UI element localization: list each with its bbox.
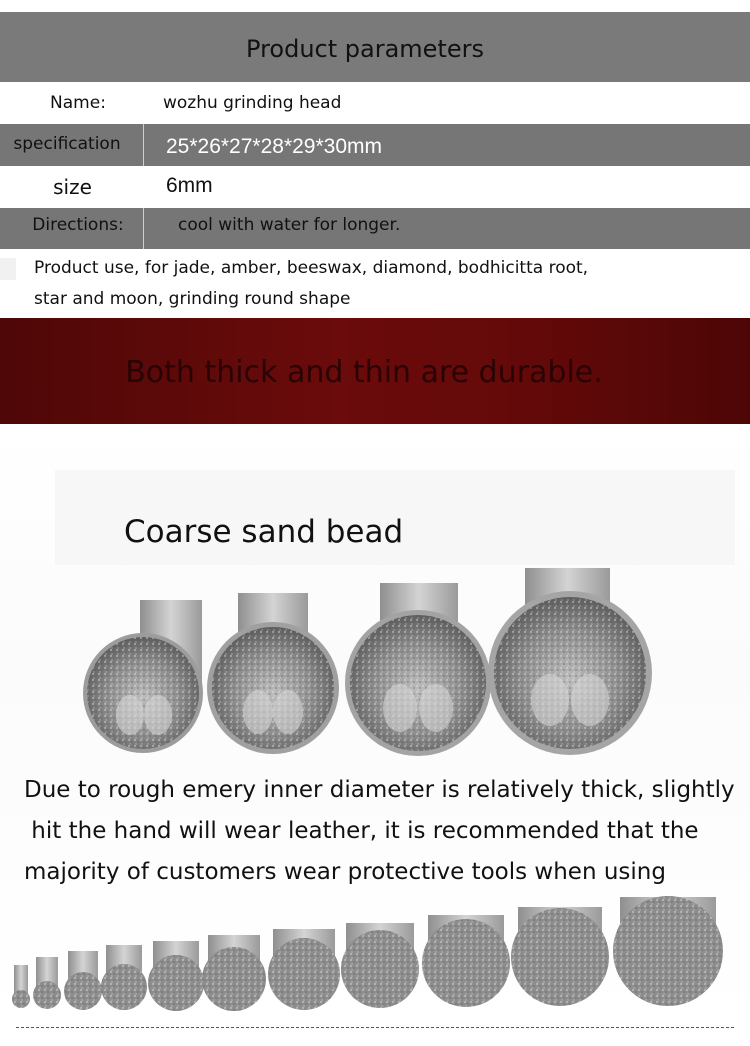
- usage-line-2: star and moon, grinding round shape: [34, 289, 351, 309]
- durable-banner-text: Both thick and thin are durable.: [125, 355, 603, 390]
- grinding-heads-large-image: [80, 565, 660, 765]
- param-label-name: Name:: [50, 93, 106, 113]
- usage-line-1: Product use, for jade, amber, beeswax, diamond, bodhicitta root,: [34, 258, 589, 278]
- param-value-directions: cool with water for longer.: [178, 215, 401, 235]
- param-label-directions: Directions:: [32, 215, 124, 235]
- param-value-specification: 25*26*27*28*29*30mm: [166, 135, 382, 158]
- params-title: Product parameters: [246, 35, 484, 63]
- description-line-2: hit the hand will wear leather, it is recommended that the: [24, 818, 699, 844]
- description-text: [24, 770, 739, 893]
- section-title: Coarse sand bead: [124, 514, 404, 550]
- param-divider: [143, 208, 144, 249]
- param-label-specification: specification: [13, 134, 121, 154]
- description-line-1: Due to rough emery inner diameter is relatively thick, slightly: [24, 777, 735, 803]
- param-divider: [143, 124, 144, 166]
- grinding-heads-size-range-image: [8, 893, 743, 1015]
- param-value-size: 6mm: [166, 174, 213, 197]
- param-label-size: size: [53, 175, 92, 199]
- usage-marker: [0, 258, 16, 280]
- param-value-name: wozhu grinding head: [163, 93, 342, 113]
- description-line-3: majority of customers wear protective tools when using: [24, 859, 666, 885]
- dashed-divider: [16, 1027, 734, 1028]
